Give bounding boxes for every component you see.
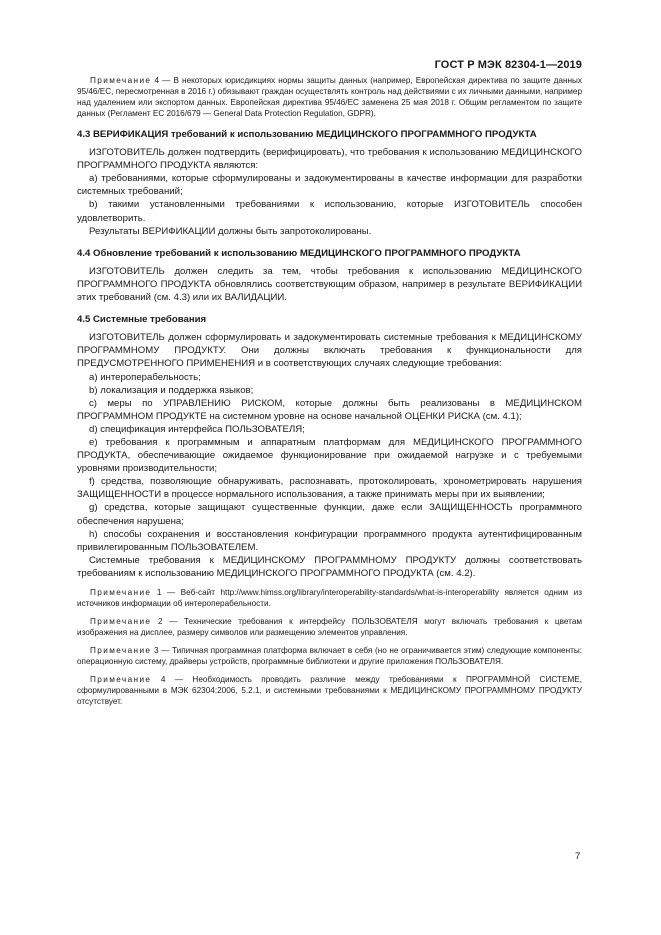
section-4-5-heading: 4.5 Системные требования bbox=[77, 314, 207, 326]
section-4-5-closing: Системные требования к МЕДИЦИНСКОМУ ПРОГРАММНОМУ ПРОДУКТУ должны соответствовать требованиям к использованию МЕДИЦИНСКОГО ПРОГРАММНОГО ПРОДУКТА (см. 4.2). bbox=[77, 554, 582, 579]
list-item: h) способы сохранения и восстановления конфигурации программного продукта аутентифицированным привилегированным ПОЛЬЗОВАТЕЛЕМ. bbox=[77, 528, 582, 553]
page-number: 7 bbox=[575, 851, 581, 862]
note-text: 4 — Необходимость проводить различие между требованиями к ПРОГРАММНОЙ СИСТЕМЕ, сформулированными в МЭК 62304:2006, 5.2.1, и системными требованиями к МЕДИЦИНСКОМУ ПРОГРАММНОМУ ПРОДУКТУ отсутствует. bbox=[77, 675, 582, 706]
list-item: d) спецификация интерфейса ПОЛЬЗОВАТЕЛЯ; bbox=[89, 423, 305, 435]
list-item: f) средства, позволяющие обнаруживать, распознавать, протоколировать, хронометрировать нарушения ЗАЩИЩЕННОСТИ в процессе нормального использования, а также принимать меры при их выявлении; bbox=[77, 476, 582, 501]
list-item: b) локализация и поддержка языков; bbox=[89, 384, 254, 396]
section-4-3-item-b: b) такими установленными требованиями к использованию, которые ИЗГОТОВИТЕЛЬ способен удовлетворить. bbox=[77, 199, 582, 224]
list-item: c) меры по УПРАВЛЕНИЮ РИСКОМ, которые должны быть реализованы в МЕДИЦИНСКОМ ПРОГРАММНОМ ПРОДУКТЕ на системном уровне на основе начальной ОЦЕНКИ РИСКА (см. 4.1); bbox=[77, 397, 582, 422]
section-4-5-intro: ИЗГОТОВИТЕЛЬ должен сформулировать и задокументировать системные требования к МЕДИЦИНСКОМУ ПРОГРАММНОМУ ПРОДУКТУ. Они должны включать требования к функциональности для ПРЕДУСМОТРЕННОГО ПРИМЕНЕНИЯ и в соответствующих случаях следующие требования: bbox=[77, 332, 582, 370]
note-text: 1 — Веб-сайт http://www.himss.org/library/interoperability-standards/what-is-interoperability является одним из источников информации об интероперабельности. bbox=[77, 588, 582, 608]
note-label: Примечание bbox=[90, 675, 152, 684]
note-2 bbox=[77, 616, 582, 638]
note-label: Примечание bbox=[90, 76, 152, 85]
note-3 bbox=[77, 645, 582, 667]
note-text: 3 — Типичная программная платформа включает в себя (но не ограничивается этим) следующие компоненты: операционную систему, драйверы устройств, программные библиотеки и другие приложения ПОЛЬЗОВАТЕЛЯ. bbox=[77, 646, 582, 666]
section-4-3-item-a: a) требованиями, которые сформулированы и задокументированы в качестве информации для разработки системных требований; bbox=[77, 173, 582, 198]
note-1 bbox=[77, 587, 582, 609]
list-item: g) средства, которые защищают существенные функции, даже если ЗАЩИЩЕННОСТЬ программного обеспечения нарушена; bbox=[77, 502, 582, 527]
note-text: 2 — Технические требования к интерфейсу ПОЛЬЗОВАТЕЛЯ могут включать требования к цветам изображения на дисплее, размеру символов или размещению элементов управления. bbox=[77, 617, 582, 637]
section-4-3-paragraph: ИЗГОТОВИТЕЛЬ должен подтвердить (верифицировать), что требования к использованию МЕДИЦИНСКОГО ПРОГРАММНОГО ПРОДУКТА являются: bbox=[77, 147, 582, 172]
top-note bbox=[77, 75, 582, 119]
page-body bbox=[77, 75, 582, 707]
note-label: Примечание bbox=[90, 617, 152, 626]
section-4-4-heading: 4.4 Обновление требований к использованию МЕДИЦИНСКОГО ПРОГРАММНОГО ПРОДУКТА bbox=[77, 247, 521, 259]
note-4 bbox=[77, 674, 582, 707]
section-4-3-result: Результаты ВЕРИФИКАЦИИ должны быть запротоколированы. bbox=[89, 225, 372, 237]
standard-code: ГОСТ Р МЭК 82304-1—2019 bbox=[434, 59, 582, 71]
note-label: Примечание bbox=[90, 646, 152, 655]
list-item: a) интероперабельность; bbox=[89, 371, 201, 383]
note-text: 4 — В некоторых юрисдикциях нормы защиты данных (например, Европейская директива по защите данных 95/46/EC, пересмотренная в 2016 г.) обязывают граждан осуществлять контроль над действиями с их личными данными, например над удалением или экспортом данных. Европейская директива 95/46/EC заменена 25 мая 2018 г. Общим регламентом по защите данных (Регламент ЕС 2016/679 — General Data Protection Regulation, GDPR). bbox=[77, 76, 582, 118]
section-4-4-paragraph: ИЗГОТОВИТЕЛЬ должен следить за тем, чтобы требования к использованию МЕДИЦИНСКОГО ПРОГРАММНОГО ПРОДУКТА обновлялись соответствующим образом, например в результате ВЕРИФИКАЦИИ этих требований (см. 4.3) или их ВАЛИДАЦИИ. bbox=[77, 265, 582, 304]
note-label: Примечание bbox=[90, 588, 152, 597]
list-item: e) требования к программным и аппаратным платформам для МЕДИЦИНСКОГО ПРОГРАММНОГО ПРОДУКТА, обеспечивающие ожидаемое функционирование при ожидаемой нагрузке и с требуемыми уровнями производительности; bbox=[77, 436, 582, 475]
section-4-3-heading: 4.3 ВЕРИФИКАЦИЯ требований к использованию МЕДИЦИНСКОГО ПРОГРАММНОГО ПРОДУКТА bbox=[77, 129, 537, 140]
